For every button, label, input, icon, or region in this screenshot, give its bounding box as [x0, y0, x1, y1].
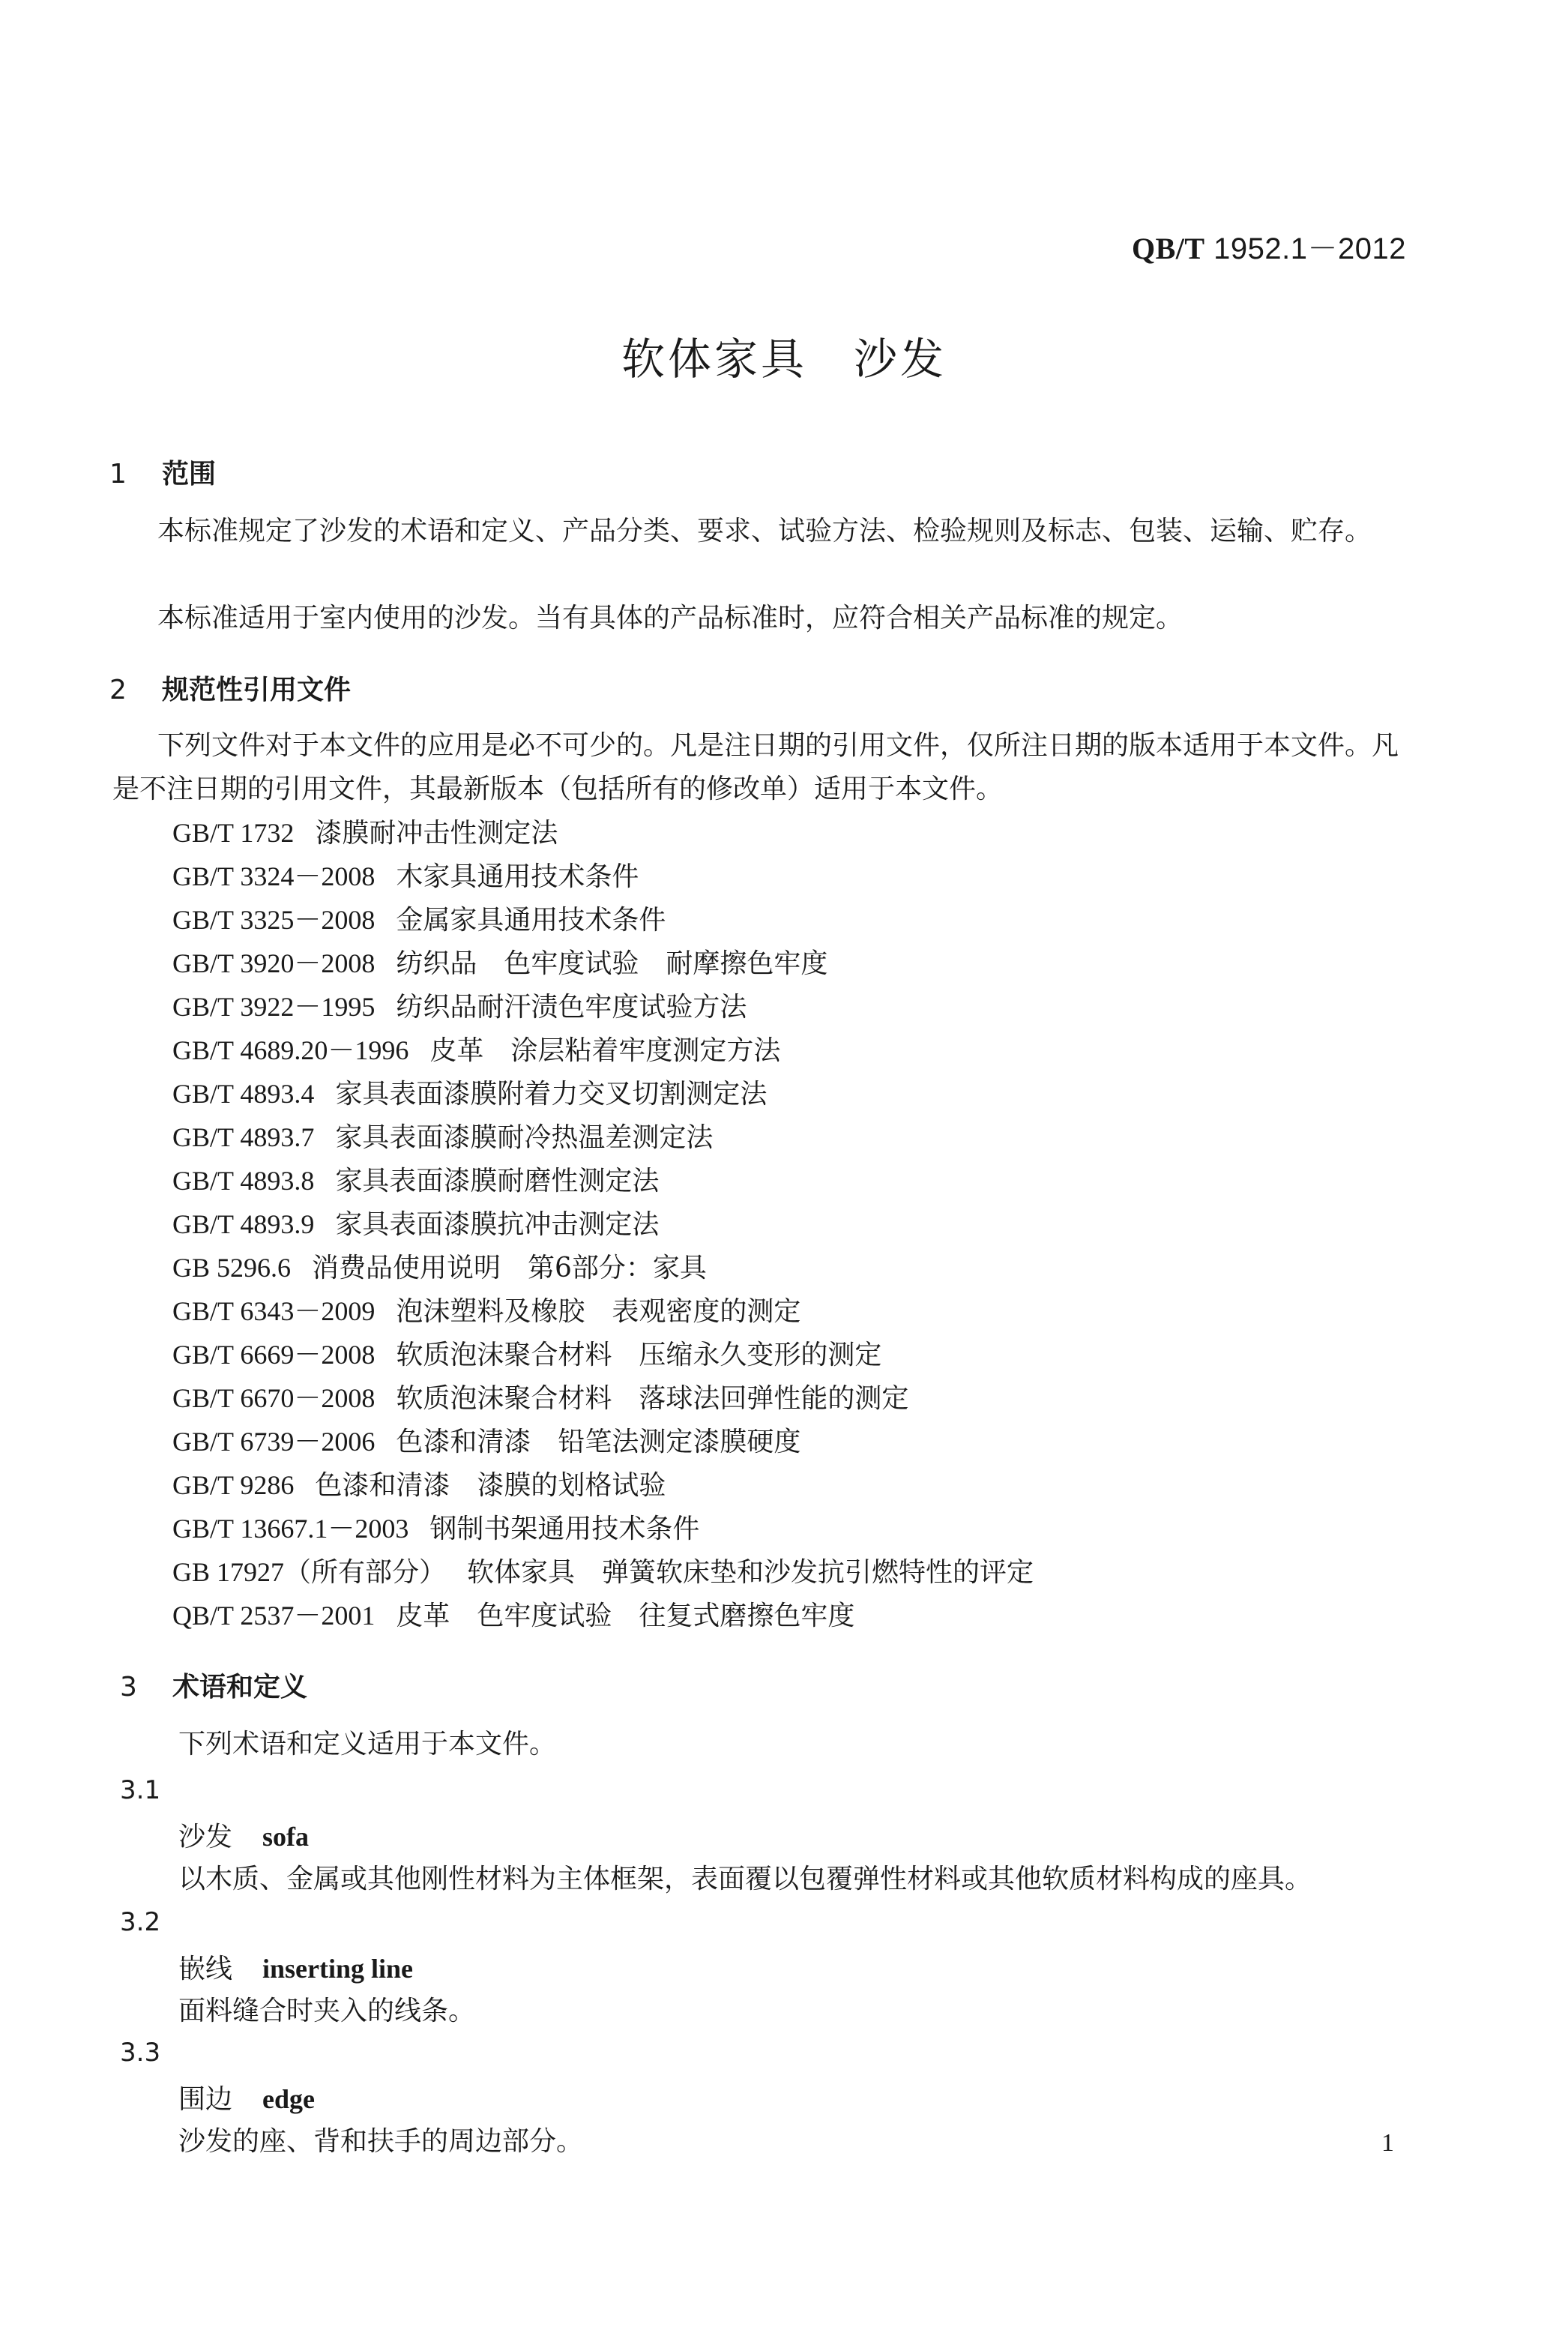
- reference-title: 纺织品 色牢度试验 耐摩擦色牢度: [396, 948, 828, 979]
- reference-item: [172, 898, 1034, 942]
- reference-code: GB/T 3920－2008: [172, 948, 376, 978]
- page-number: 1: [1381, 2129, 1394, 2157]
- standard-prefix: QB/T: [1131, 232, 1205, 265]
- reference-code: GB/T 4893.4: [172, 1079, 315, 1109]
- reference-item: [172, 1116, 1034, 1159]
- term-name-en: inserting line: [262, 1954, 414, 1984]
- reference-title: 软质泡沫聚合材料 落球法回弹性能的测定: [396, 1383, 909, 1414]
- reference-code: QB/T 2537－2001: [172, 1601, 376, 1631]
- reference-item: [172, 1463, 1034, 1507]
- reference-code: GB/T 3324－2008: [172, 861, 376, 891]
- term-name: [178, 2078, 315, 2116]
- scope-paragraph-1: 本标准规定了沙发的术语和定义、产品分类、要求、试验方法、检验规则及标志、包装、运输、贮存。: [157, 516, 1372, 547]
- reference-item: [172, 1376, 1034, 1420]
- reference-item: [172, 1594, 1034, 1637]
- section-heading-normative-refs: [109, 669, 351, 707]
- reference-code: GB/T 1732: [172, 818, 295, 848]
- reference-item: [172, 1246, 1034, 1289]
- reference-code: GB/T 13667.1－2003: [172, 1514, 409, 1544]
- term-name-zh: 沙发: [178, 1822, 233, 1852]
- reference-item: [172, 985, 1034, 1029]
- term-name-zh: 嵌线: [178, 1954, 233, 1984]
- scope-paragraph-2: 本标准适用于室内使用的沙发。当有具体的产品标准时，应符合相关产品标准的规定。: [157, 603, 1183, 633]
- section-heading-scope: [109, 453, 216, 491]
- section-number: 3: [120, 1672, 137, 1703]
- reference-title: 色漆和清漆 漆膜的划格试验: [315, 1470, 666, 1501]
- reference-item: [172, 942, 1034, 985]
- reference-title: 皮革 涂层粘着牢度测定方法: [429, 1035, 781, 1066]
- term-definition: 沙发的座、背和扶手的周边部分。: [178, 2126, 584, 2157]
- term-number: 3.3: [120, 2038, 161, 2068]
- term-name: [178, 1948, 413, 1986]
- reference-title: 泡沫塑料及橡胶 表观密度的测定: [396, 1296, 801, 1327]
- reference-code: GB/T 3325－2008: [172, 905, 376, 935]
- normative-refs-intro: 下列文件对于本文件的应用是必不可少的。凡是注日期的引用文件，仅所注日期的版本适用于本文件。凡是不注日期的引用文件，其最新版本（包括所有的修改单）适用于本文件。: [112, 730, 1399, 804]
- document-title: 软体家具 沙发: [621, 334, 947, 385]
- reference-title: 木家具通用技术条件: [396, 861, 639, 892]
- section-title: 规范性引用文件: [162, 675, 352, 705]
- reference-code: GB/T 4893.9: [172, 1209, 315, 1239]
- reference-item: [172, 1289, 1034, 1333]
- reference-code: GB/T 6669－2008: [172, 1340, 376, 1370]
- reference-title: 皮革 色牢度试验 往复式磨擦色牢度: [396, 1601, 855, 1631]
- term-number: 3.2: [120, 1907, 161, 1937]
- reference-title: 软质泡沫聚合材料 压缩永久变形的测定: [396, 1340, 882, 1370]
- reference-title: 纺织品耐汗渍色牢度试验方法: [396, 992, 747, 1023]
- section-title: 术语和定义: [172, 1672, 308, 1703]
- standard-number: 1952.1－2012: [1213, 232, 1406, 265]
- reference-list: [172, 811, 1034, 1637]
- reference-item: [172, 1420, 1034, 1463]
- reference-item: [172, 1202, 1034, 1246]
- reference-code: GB/T 6739－2006: [172, 1427, 376, 1457]
- section-heading-terms: [120, 1666, 307, 1704]
- reference-item: [172, 1333, 1034, 1376]
- reference-title: 软体家具 弹簧软床垫和沙发抗引燃特性的评定: [467, 1557, 1034, 1588]
- reference-code: GB 5296.6: [172, 1253, 292, 1283]
- term-definition: 以木质、金属或其他刚性材料为主体框架，表面覆以包覆弹性材料或其他软质材料构成的座具。: [178, 1864, 1312, 1894]
- section-number: 2: [109, 675, 127, 705]
- reference-title: 家具表面漆膜附着力交叉切割测定法: [335, 1079, 768, 1110]
- term-definition: 面料缝合时夹入的线条。: [178, 1996, 476, 2026]
- reference-code: GB/T 6670－2008: [172, 1383, 376, 1413]
- reference-title: 漆膜耐冲击性测定法: [315, 818, 558, 849]
- reference-item: [172, 1550, 1034, 1594]
- term-name-en: edge: [262, 2084, 315, 2114]
- term-name: [178, 1816, 309, 1854]
- reference-title: 家具表面漆膜抗冲击测定法: [335, 1209, 660, 1240]
- reference-title: 钢制书架通用技术条件: [429, 1514, 700, 1544]
- section-title: 范围: [162, 459, 217, 490]
- terms-intro: 下列术语和定义适用于本文件。: [178, 1729, 557, 1760]
- term-number: 3.1: [120, 1775, 161, 1805]
- reference-title: 色漆和清漆 铅笔法测定漆膜硬度: [396, 1427, 801, 1457]
- reference-code: GB/T 9286: [172, 1470, 295, 1500]
- reference-code: GB/T 4893.7: [172, 1122, 315, 1152]
- reference-code: GB/T 4689.20－1996: [172, 1035, 409, 1065]
- reference-item: [172, 1159, 1034, 1202]
- reference-code: GB 17927（所有部分）: [172, 1557, 447, 1587]
- reference-item: [172, 1072, 1034, 1116]
- term-name-zh: 围边: [178, 2084, 233, 2115]
- reference-item: [172, 811, 1034, 855]
- term-name-en: sofa: [262, 1822, 310, 1852]
- reference-code: GB/T 4893.8: [172, 1166, 315, 1196]
- reference-item: [172, 1029, 1034, 1072]
- reference-title: 家具表面漆膜耐冷热温差测定法: [335, 1122, 714, 1153]
- reference-title: 家具表面漆膜耐磨性测定法: [335, 1166, 660, 1196]
- reference-code: GB/T 6343－2009: [172, 1296, 376, 1326]
- reference-code: GB/T 3922－1995: [172, 992, 376, 1022]
- reference-item: [172, 855, 1034, 898]
- standard-code: [1132, 225, 1406, 268]
- section-number: 1: [109, 459, 127, 490]
- reference-item: [172, 1507, 1034, 1550]
- reference-title: 金属家具通用技术条件: [396, 905, 666, 936]
- reference-title: 消费品使用说明 第6部分：家具: [312, 1253, 707, 1283]
